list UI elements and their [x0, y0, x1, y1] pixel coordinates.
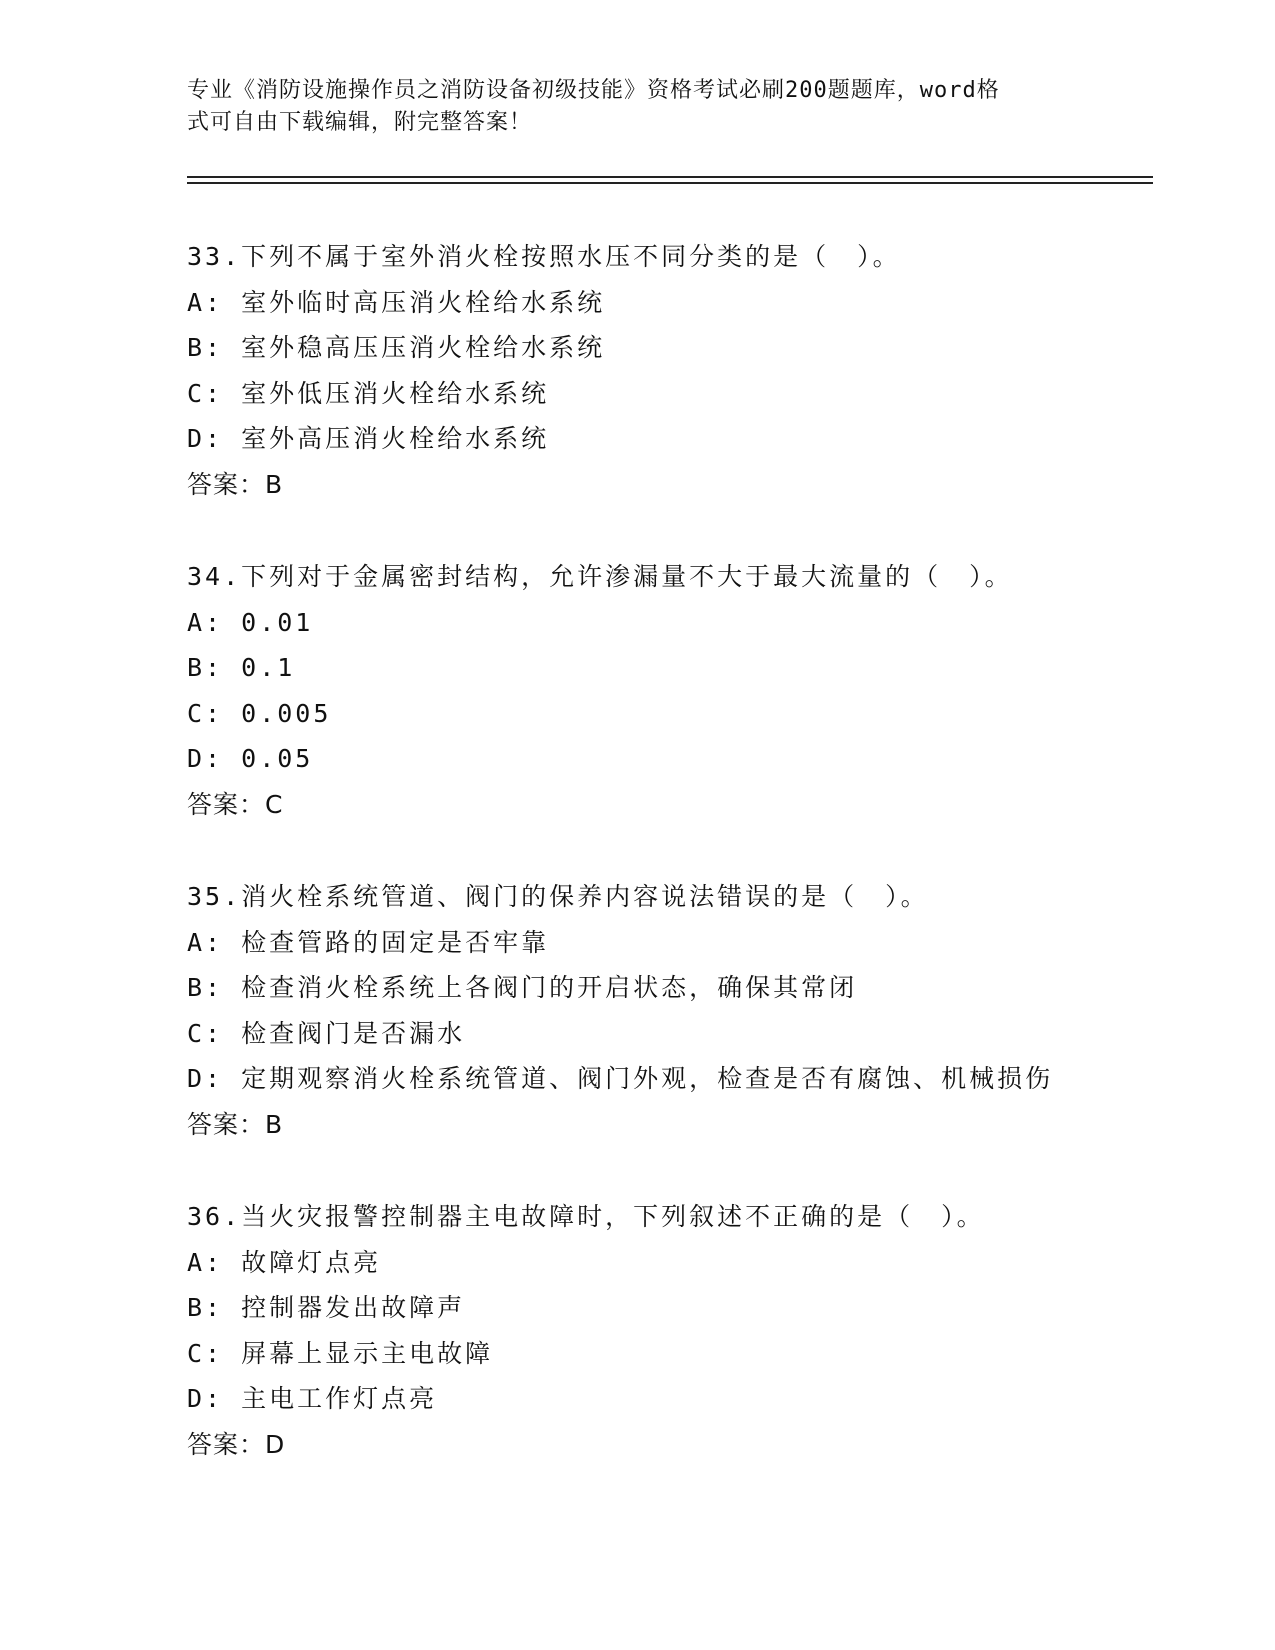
question-stem: 35.消火栓系统管道、阀门的保养内容说法错误的是（ ）。 — [187, 882, 929, 911]
question-stem: 33.下列不属于室外消火栓按照水压不同分类的是（ ）。 — [187, 242, 901, 271]
header-line-2: 式可自由下载编辑，附完整答案！ — [187, 110, 533, 135]
header-line-1: 专业《消防设施操作员之消防设备初级技能》资格考试必刷200题题库，word格 — [187, 78, 1000, 103]
answer-line: 答案：C — [187, 789, 284, 819]
option-d: D: 定期观察消火栓系统管道、阀门外观，检查是否有腐蚀、机械损伤 — [187, 1064, 1054, 1093]
option-c: C: 0.005 — [187, 698, 332, 728]
option-b: B: 室外稳高压压消火栓给水系统 — [187, 333, 606, 362]
question-34 — [187, 554, 1187, 874]
option-d: D: 室外高压消火栓给水系统 — [187, 424, 550, 453]
answer-line: 答案：B — [187, 1109, 284, 1139]
question-stem: 36.当火灾报警控制器主电故障时，下列叙述不正确的是（ ）。 — [187, 1202, 985, 1231]
document-header — [187, 75, 1087, 139]
question-36 — [187, 1194, 1187, 1514]
header-divider-bottom — [187, 182, 1153, 184]
question-list — [187, 234, 1187, 1514]
option-c: C: 检查阀门是否漏水 — [187, 1018, 466, 1048]
option-b: B: 控制器发出故障声 — [187, 1293, 466, 1322]
answer-line: 答案：B — [187, 469, 284, 499]
header-divider-top — [187, 176, 1153, 178]
option-c: C: 屏幕上显示主电故障 — [187, 1338, 494, 1368]
question-33 — [187, 234, 1187, 554]
option-b: B: 检查消火栓系统上各阀门的开启状态，确保其常闭 — [187, 973, 858, 1002]
option-a: A: 检查管路的固定是否牢靠 — [187, 927, 550, 957]
option-c: C: 室外低压消火栓给水系统 — [187, 378, 550, 408]
option-a: A: 0.01 — [187, 607, 314, 637]
question-stem: 34.下列对于金属密封结构，允许渗漏量不大于最大流量的（ ）。 — [187, 562, 1013, 591]
option-d: D: 主电工作灯点亮 — [187, 1384, 438, 1413]
option-b: B: 0.1 — [187, 653, 296, 682]
option-d: D: 0.05 — [187, 744, 314, 773]
option-a: A: 室外临时高压消火栓给水系统 — [187, 287, 606, 317]
option-a: A: 故障灯点亮 — [187, 1247, 382, 1277]
answer-line: 答案：D — [187, 1429, 286, 1459]
question-35 — [187, 874, 1187, 1194]
